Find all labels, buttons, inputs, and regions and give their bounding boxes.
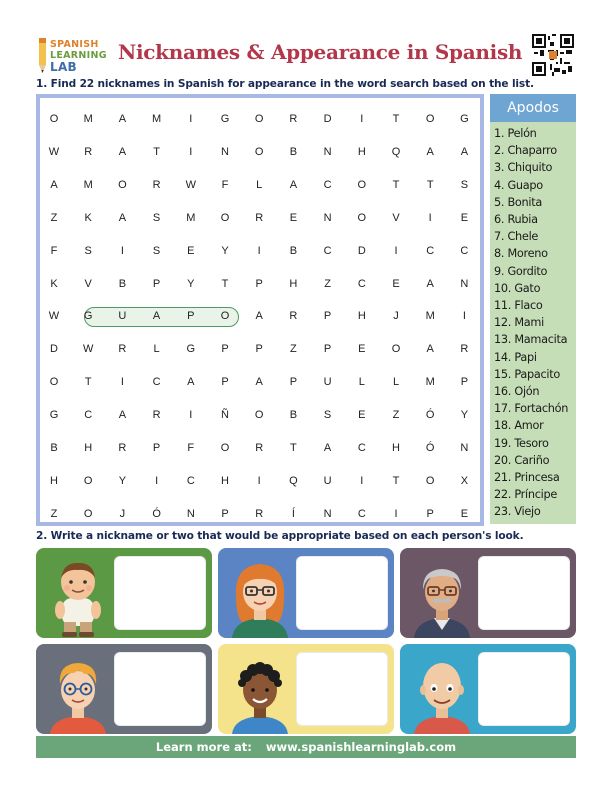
grid-letter[interactable]: N [323, 507, 332, 520]
footer-label: Learn more at: [155, 740, 252, 754]
word-search-frame [36, 94, 484, 526]
grid-letter[interactable]: S [152, 244, 161, 257]
person-card-2 [218, 548, 394, 638]
grid-letter[interactable]: P [426, 507, 434, 520]
grid-letter[interactable]: C [84, 409, 93, 422]
grid-letter[interactable]: C [426, 244, 435, 257]
grid-letter[interactable]: E [460, 211, 469, 224]
grid-letter[interactable]: D [357, 244, 366, 257]
grid-letter[interactable]: A [118, 113, 127, 125]
grid-letter[interactable]: M [152, 113, 162, 125]
grid-letter[interactable]: G [49, 409, 59, 422]
grid-letter[interactable]: W [82, 343, 94, 356]
grid-letter[interactable]: R [255, 442, 264, 454]
grid-letter[interactable]: C [323, 178, 332, 191]
grid-letter[interactable]: E [289, 211, 298, 224]
grid-letter[interactable]: P [187, 310, 195, 323]
grid-letter[interactable]: A [460, 145, 469, 158]
grid-letter[interactable]: B [118, 277, 127, 290]
grid-letter[interactable]: O [118, 178, 127, 191]
nickname-list-panel [490, 94, 576, 524]
grid-letter[interactable]: O [220, 442, 230, 454]
nickname-item: 7. Chele [494, 230, 539, 244]
grid-letter[interactable]: E [358, 409, 366, 422]
grid-letter[interactable]: Y [187, 277, 195, 290]
grid-letter[interactable]: N [460, 442, 469, 454]
nickname-item: 1. Pelón [494, 127, 537, 140]
grid-letter[interactable]: P [221, 376, 229, 389]
grid-letter[interactable]: O [220, 211, 230, 224]
grid-letter[interactable]: A [426, 145, 434, 158]
grid-letter[interactable]: F [187, 442, 195, 454]
bald-man-illustration [404, 648, 480, 734]
grid-letter[interactable]: R [84, 145, 93, 158]
grid-letter[interactable]: I [189, 409, 193, 422]
grid-letter[interactable]: A [255, 310, 263, 323]
grid-letter[interactable]: O [425, 113, 435, 125]
nickname-item: 9. Gordito [494, 264, 548, 278]
grid-letter[interactable]: I [428, 211, 432, 224]
grid-letter[interactable]: L [153, 343, 160, 356]
grid-letter[interactable]: P [221, 343, 229, 356]
logo-line-2: LEARNING [50, 50, 107, 61]
grid-letter[interactable]: Z [324, 277, 331, 290]
grid-letter[interactable]: D [323, 113, 332, 125]
grid-letter[interactable]: P [460, 376, 469, 389]
answer-box[interactable] [296, 556, 388, 630]
person-card-1 [36, 548, 212, 638]
grid-letter[interactable]: M [83, 113, 93, 125]
grid-letter[interactable]: U [323, 474, 332, 487]
grid-letter[interactable]: Ñ [221, 409, 229, 422]
grid-letter[interactable]: A [118, 211, 127, 224]
answer-box[interactable] [478, 652, 570, 726]
grid-letter[interactable]: N [186, 507, 195, 520]
grid-letter[interactable]: P [323, 310, 332, 323]
grid-letter[interactable]: E [460, 507, 469, 520]
grid-letter[interactable]: B [50, 442, 58, 454]
person-card-3 [400, 548, 576, 638]
grid-letter[interactable]: C [460, 244, 469, 257]
nickname-item: 14. Papi [494, 350, 537, 364]
grid-letter[interactable]: C [357, 277, 366, 290]
grid-letter[interactable]: A [187, 376, 195, 389]
grid-letter[interactable]: A [323, 442, 332, 454]
grid-letter[interactable]: L [256, 178, 263, 191]
grid-letter[interactable]: S [460, 178, 469, 191]
blond-boy-glasses-illustration [40, 648, 116, 734]
grid-letter[interactable]: R [255, 211, 264, 224]
grid-letter[interactable]: Z [392, 409, 400, 422]
grid-letter[interactable]: I [360, 113, 364, 125]
grid-letter[interactable]: O [357, 178, 367, 191]
grid-letter[interactable]: Z [290, 343, 297, 356]
grid-letter[interactable]: A [426, 277, 434, 290]
grid-letter[interactable]: M [425, 376, 435, 389]
answer-box[interactable] [114, 556, 206, 630]
grid-letter[interactable]: B [289, 409, 298, 422]
grid-letter[interactable]: I [120, 376, 124, 389]
grid-letter[interactable]: Z [50, 211, 58, 224]
grid-letter[interactable]: A [289, 178, 298, 191]
nickname-list-heading: Apodos [490, 94, 576, 122]
grid-letter[interactable]: P [152, 442, 161, 454]
grid-letter[interactable]: O [357, 211, 367, 224]
grid-letter[interactable]: L [358, 376, 365, 389]
grid-letter[interactable]: R [289, 113, 298, 125]
grid-letter[interactable]: U [118, 310, 127, 323]
grid-letter[interactable]: Q [391, 145, 401, 158]
grid-letter[interactable]: O [425, 474, 435, 487]
grid-letter[interactable]: P [152, 277, 161, 290]
grid-letter[interactable]: C [186, 474, 195, 487]
nickname-item: 6. Rubia [494, 213, 538, 227]
grid-letter[interactable]: M [83, 178, 93, 191]
grid-letter[interactable]: S [152, 211, 161, 224]
grid-letter[interactable]: W [48, 145, 60, 158]
qr-code-icon[interactable] [532, 34, 574, 76]
answer-box[interactable] [296, 652, 388, 726]
nickname-item: 12. Mami [494, 316, 544, 330]
grid-letter[interactable]: R [255, 507, 264, 520]
grid-letter[interactable]: O [391, 343, 401, 356]
grid-letter[interactable]: U [323, 376, 332, 389]
grid-letter[interactable]: I [360, 474, 364, 487]
grid-letter[interactable]: R [118, 442, 127, 454]
instruction-word-search: 1. Find 22 nicknames in Spanish for appearance in the word search based on the list. [36, 78, 534, 90]
red-haired-woman-glasses-illustration [222, 552, 298, 638]
grid-letter[interactable]: T [153, 145, 160, 158]
grid-letter[interactable]: F [221, 178, 229, 191]
grid-letter[interactable]: O [83, 474, 93, 487]
grid-letter[interactable]: Y [118, 474, 127, 487]
grid-letter[interactable]: K [84, 211, 92, 224]
grid-letter[interactable]: M [186, 211, 196, 224]
grid-letter[interactable]: G [83, 310, 93, 323]
person-card-6 [400, 644, 576, 734]
grid-letter[interactable]: O [254, 145, 264, 158]
grid-letter[interactable]: A [426, 343, 434, 356]
grid-letter[interactable]: A [152, 310, 161, 323]
grid-letter[interactable]: H [50, 474, 58, 487]
grid-letter[interactable]: M [425, 310, 435, 323]
grid-letter[interactable]: P [221, 507, 229, 520]
grid-letter[interactable]: G [186, 343, 196, 356]
grid-letter[interactable]: O [49, 376, 59, 389]
grid-letter[interactable]: O [254, 409, 264, 422]
nickname-item: 5. Bonita [494, 195, 542, 209]
grid-letter[interactable]: N [221, 145, 229, 158]
grid-letter[interactable]: R [152, 178, 161, 191]
chubby-boy-illustration [40, 552, 116, 638]
old-man-mustache-illustration [404, 552, 480, 638]
grid-letter[interactable]: I [120, 244, 124, 257]
grid-letter[interactable]: V [392, 211, 400, 224]
word-search-board [40, 98, 480, 522]
grid-letter[interactable]: H [289, 277, 298, 290]
grid-letter[interactable]: N [323, 145, 332, 158]
grid-letter[interactable]: O [254, 113, 264, 125]
grid-letter[interactable]: T [221, 277, 229, 290]
grid-letter[interactable]: H [357, 145, 366, 158]
grid-letter[interactable]: R [152, 409, 161, 422]
nickname-item: 16. Ojón [494, 385, 540, 399]
grid-letter[interactable]: Ó [152, 507, 161, 520]
nickname-item: 8. Moreno [494, 247, 548, 261]
nickname-item: 10. Gato [494, 281, 541, 295]
grid-letter[interactable]: I [155, 474, 159, 487]
nickname-list [494, 125, 568, 521]
answer-box[interactable] [478, 556, 570, 630]
grid-letter[interactable]: W [185, 178, 196, 191]
nickname-item: 2. Chaparro [494, 144, 557, 158]
logo-line-3: LAB [50, 60, 77, 74]
grid-letter[interactable]: W [48, 310, 60, 323]
nickname-item: 4. Guapo [494, 178, 543, 192]
answer-box[interactable] [114, 652, 206, 726]
footer-link[interactable]: www.spanishlearninglab.com [265, 740, 457, 754]
grid-letter[interactable]: D [50, 343, 58, 356]
grid-letter[interactable]: T [84, 376, 92, 389]
grid-letter[interactable]: P [255, 277, 263, 290]
grid-letter[interactable]: Y [221, 244, 229, 257]
grid-letter[interactable]: J [119, 507, 126, 520]
grid-letter[interactable]: X [460, 474, 469, 487]
grid-letter[interactable]: O [83, 507, 93, 520]
grid-letter[interactable]: L [392, 376, 400, 389]
grid-letter[interactable]: I [189, 145, 193, 158]
grid-letter[interactable]: P [255, 343, 263, 356]
grid-letter[interactable]: G [460, 113, 469, 125]
grid-letter[interactable]: B [289, 244, 298, 257]
grid-letter[interactable]: I [394, 507, 398, 520]
grid-letter[interactable]: C [152, 376, 161, 389]
grid-letter[interactable]: E [392, 277, 400, 290]
grid-letter[interactable]: R [289, 310, 298, 323]
person-card-5 [218, 644, 394, 734]
grid-letter[interactable]: K [50, 277, 58, 290]
nickname-item: 13. Mamacita [494, 333, 568, 347]
grid-letter[interactable]: Ó [425, 409, 435, 422]
grid-letter[interactable]: Q [289, 474, 298, 487]
nickname-item: 18. Amor [494, 419, 544, 433]
nickname-item: 23. Viejo [494, 505, 541, 519]
nickname-item: 21. Princesa [494, 471, 560, 485]
nickname-item: 22. Príncipe [494, 488, 557, 502]
grid-letter[interactable]: Ó [425, 442, 435, 454]
nickname-item: 19. Tesoro [494, 436, 549, 450]
grid-letter[interactable]: O [220, 310, 230, 323]
grid-letter[interactable]: S [323, 409, 332, 422]
grid-letter[interactable]: N [323, 211, 332, 224]
grid-letter[interactable]: E [358, 343, 366, 356]
instruction-write-nickname: 2. Write a nickname or two that would be appropriate based on each person's look. [36, 530, 524, 542]
grid-letter[interactable]: Y [460, 409, 469, 422]
grid-letter[interactable]: I [394, 244, 398, 257]
grid-letter[interactable]: I [189, 113, 193, 125]
nickname-item: 3. Chiquito [494, 161, 553, 175]
grid-letter[interactable]: I [462, 310, 466, 323]
grid-letter[interactable]: T [426, 178, 434, 191]
curly-haired-boy-illustration [222, 648, 298, 734]
page-title: Nicknames & Appearance in Spanish [118, 40, 523, 64]
grid-letter[interactable]: C [323, 244, 332, 257]
nickname-item: 17. Fortachón [494, 402, 569, 416]
grid-letter[interactable]: P [289, 376, 298, 389]
grid-letter[interactable]: T [392, 178, 400, 191]
grid-letter[interactable]: H [84, 442, 93, 454]
grid-letter[interactable]: T [392, 113, 400, 125]
footer-banner [36, 736, 576, 758]
spanish-learning-lab-logo [38, 38, 118, 78]
grid-letter[interactable]: P [323, 343, 332, 356]
grid-letter[interactable]: R [460, 343, 469, 356]
grid-letter[interactable]: H [392, 442, 400, 454]
nickname-item: 15. Papacito [494, 367, 560, 381]
grid-letter[interactable]: A [255, 376, 263, 389]
grid-letter[interactable]: B [289, 145, 298, 158]
grid-letter[interactable]: A [118, 409, 127, 422]
logo-line-1: SPANISH [50, 39, 99, 50]
grid-letter[interactable]: H [221, 474, 229, 487]
grid-letter[interactable]: H [357, 310, 366, 323]
grid-letter[interactable]: Í [291, 507, 295, 520]
grid-letter[interactable]: O [49, 113, 59, 125]
grid-letter[interactable]: J [393, 310, 399, 323]
grid-letter[interactable]: S [84, 244, 92, 257]
pencil-icon [38, 38, 47, 74]
grid-letter[interactable]: C [357, 507, 366, 520]
grid-letter[interactable]: E [187, 244, 195, 257]
grid-letter[interactable]: A [50, 178, 58, 191]
grid-letter[interactable]: R [118, 343, 127, 356]
grid-letter[interactable]: T [392, 474, 400, 487]
nickname-item: 20. Cariño [494, 453, 550, 467]
grid-letter[interactable]: V [84, 277, 92, 290]
grid-letter[interactable]: T [290, 442, 297, 454]
grid-letter[interactable]: G [220, 113, 230, 125]
nickname-item: 11. Flaco [494, 299, 543, 313]
person-card-4 [36, 644, 212, 734]
grid-letter[interactable]: N [460, 277, 469, 290]
grid-letter[interactable]: I [257, 244, 261, 257]
grid-letter[interactable]: F [50, 244, 58, 257]
grid-letter[interactable]: Z [50, 507, 58, 520]
grid-letter[interactable]: C [357, 442, 366, 454]
grid-letter[interactable]: A [118, 145, 127, 158]
grid-letter[interactable]: I [257, 474, 261, 487]
